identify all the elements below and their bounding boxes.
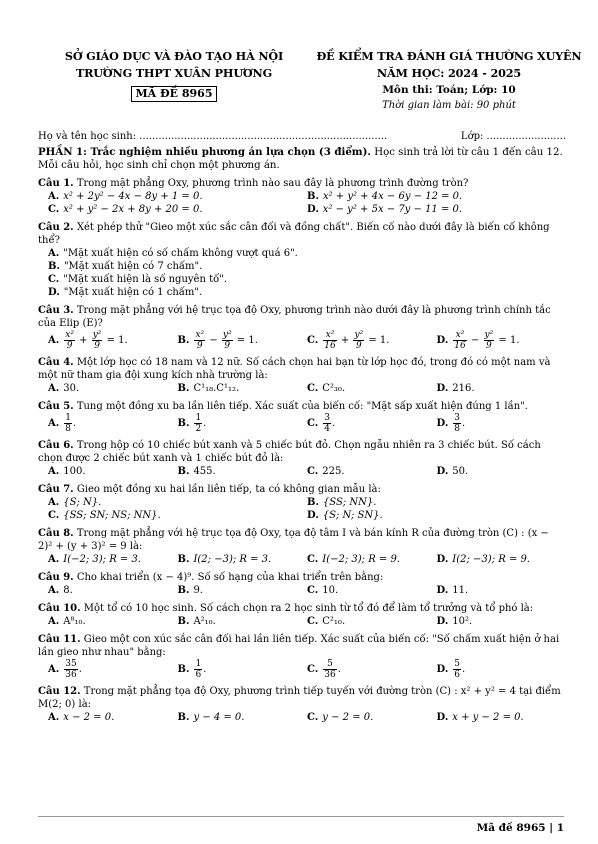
footer-divider [38, 816, 564, 817]
question-10 [38, 602, 566, 628]
option-d[interactable]: D. x² − y² + 5x − 7y − 11 = 0. [307, 204, 463, 215]
option-d[interactable]: D. 10². [436, 616, 473, 627]
question-text: Gieo một con xúc sắc cân đối hai lần liên tiếp. Xác suất của biến cố: "Số chấm xuất hiện ở hai lần gieo như nhau" bằng: [38, 634, 560, 658]
option-c[interactable]: C. C²₁₀. [307, 616, 346, 627]
option-a[interactable]: A. I(−2; 3); R = 3. [48, 554, 142, 565]
part-1-heading [38, 146, 566, 172]
question-label: Câu 1. [38, 178, 74, 189]
option-c[interactable]: C. 225. [307, 466, 345, 477]
option-d[interactable]: D. x + y − 2 = 0. [436, 712, 524, 723]
option-b[interactable]: B. A²₁₀. [177, 616, 216, 627]
question-8 [38, 527, 566, 566]
question-4 [38, 356, 566, 395]
student-info [38, 130, 566, 143]
option-b[interactable]: B. "Mặt xuất hiện có 7 chấm". [48, 261, 203, 272]
option-d[interactable]: D. $\frac{5}{6}$ . [436, 659, 466, 680]
school-name: TRƯỜNG THPT XUÂN PHƯƠNG [75, 66, 273, 80]
part-1-desc: Học sinh trả lời từ câu 1 đến câu 12. Mỗi câu hỏi, học sinh chỉ chọn một phương án. [38, 147, 563, 171]
question-12 [38, 685, 566, 724]
option-b[interactable]: B. 9. [177, 585, 203, 596]
option-a[interactable]: A. 8. [48, 585, 73, 596]
question-11 [38, 633, 566, 680]
exam-title: ĐỀ KIỂM TRA ĐÁNH GIÁ THƯỜNG XUYÊN [316, 49, 582, 63]
option-a[interactable]: A. 100. [48, 466, 86, 477]
exam-content [38, 130, 566, 724]
option-c[interactable]: C. $\frac{5}{36}$ . [307, 659, 341, 680]
option-d[interactable]: D. 50. [436, 466, 469, 477]
option-d[interactable]: D. $\frac{3}{8}$ . [436, 413, 466, 434]
question-label: Câu 4. [38, 357, 74, 368]
question-text: Trong hộp có 10 chiếc bút xanh và 5 chiếc bút đỏ. Chọn ngẫu nhiên ra 3 chiếc bút. Số cách chọn được 2 chiếc bút xanh và 1 chiếc bút đỏ là: [38, 440, 541, 464]
question-label: Câu 10. [38, 603, 81, 614]
question-6 [38, 439, 566, 478]
department-name: SỞ GIÁO DỤC VÀ ĐÀO TẠO HÀ NỘI [64, 49, 284, 63]
option-d[interactable]: D. "Mặt xuất hiện có 1 chấm". [48, 287, 203, 298]
option-b[interactable]: B. C¹₁₈.C¹₁₂. [177, 383, 240, 394]
option-a[interactable]: A. x² + 2y² − 4x − 8y + 1 = 0. [48, 191, 203, 202]
option-a[interactable]: A. 30. [48, 383, 80, 394]
option-c[interactable]: C. y − 2 = 0. [307, 712, 374, 723]
question-label: Câu 7. [38, 484, 74, 495]
question-9 [38, 571, 566, 597]
option-d[interactable]: D. 11. [436, 585, 469, 596]
question-label: Câu 5. [38, 401, 74, 412]
option-b[interactable]: B. y − 4 = 0. [177, 712, 245, 723]
header-left [38, 48, 310, 102]
option-b[interactable]: B. $\frac{1}{2}$ . [177, 413, 207, 434]
question-label: Câu 3. [38, 305, 74, 316]
option-a[interactable]: A. $\frac{35}{36}$ . [48, 659, 82, 680]
question-text: Trong mặt phẳng với hệ trục tọa độ Oxy, tọa độ tâm I và bán kính R của đường tròn (C) : (x − 2)² + (y + 3)² = 9 là: [38, 528, 549, 552]
subject-line: Môn thi: Toán; Lớp: 10 [382, 84, 516, 96]
question-text: Một tổ có 10 học sinh. Số cách chọn ra 2 học sinh từ tổ đó để làm tổ trưởng và tổ phó là: [80, 603, 534, 614]
option-c[interactable]: C. "Mặt xuất hiện là số nguyên tố". [48, 274, 227, 285]
question-text: Xét phép thử "Gieo một xúc sắc cân đối và đồng chất". Biến cố nào dưới đây là biến cố không thể? [38, 222, 550, 246]
question-text: Trong mặt phẳng Oxy, phương trình nào sau đây là phương trình đường tròn? [73, 178, 469, 189]
question-label: Câu 6. [38, 440, 74, 451]
student-name-line: Họ và tên học sinh: .............................................................................. [38, 131, 388, 142]
option-c[interactable]: C. $\frac{3}{4}$ . [307, 413, 336, 434]
class-line: Lớp: ......................... [460, 131, 566, 142]
question-text: Tung một đồng xu ba lần liên tiếp. Xác suất của biến cố: "Mặt sấp xuất hiện đúng 1 lần". [73, 401, 528, 412]
option-b[interactable]: B. {SS; NN}. [307, 497, 377, 508]
option-b[interactable]: B. $\frac{1}{6}$ . [177, 659, 207, 680]
school-year: NĂM HỌC: 2024 - 2025 [376, 66, 522, 80]
question-1 [38, 177, 566, 216]
option-a[interactable]: A. $\frac{\text{x²}}{9}$ + $\frac{\text{y²}}{9}$ = 1. [48, 330, 128, 351]
option-a[interactable]: A. "Mặt xuất hiện có số chấm không vượt quá 6". [48, 248, 298, 259]
header-right [300, 48, 598, 113]
time-limit: Thời gian làm bài: 90 phút [382, 100, 516, 111]
option-c[interactable]: C. C²₃₀. [307, 383, 346, 394]
option-c[interactable]: C. $\frac{\text{x²}}{16}$ + $\frac{\text{y²}}{9}$ = 1. [307, 330, 390, 351]
option-b[interactable]: B. x² + y² + 4x − 6y − 12 = 0. [307, 191, 463, 202]
option-d[interactable]: D. $\frac{\text{x²}}{16}$ − $\frac{\text{y²}}{9}$ = 1. [436, 330, 520, 351]
question-2 [38, 221, 566, 299]
question-text: Trong mặt phẳng với hệ trục tọa độ Oxy, phương trình nào dưới đây là phương trình chính tắc của Elip (E)? [38, 305, 551, 329]
option-b[interactable]: B. $\frac{\text{x²}}{9}$ − $\frac{\text{y²}}{9}$ = 1. [177, 330, 258, 351]
option-c[interactable]: C. x² + y² − 2x + 8y + 20 = 0. [48, 204, 203, 215]
page-footer: Mã đề 8965 | 1 [476, 822, 564, 834]
exam-code-box: MÃ ĐỀ 8965 [131, 86, 218, 102]
option-a[interactable]: A. {S; N}. [48, 497, 102, 508]
question-label: Câu 9. [38, 572, 74, 583]
option-a[interactable]: A. A⁸₁₀. [48, 616, 86, 627]
option-d[interactable]: D. I(2; −3); R = 9. [436, 554, 531, 565]
question-label: Câu 2. [38, 222, 74, 233]
option-a[interactable]: A. $\frac{1}{8}$ . [48, 413, 77, 434]
option-c[interactable]: C. 10. [307, 585, 339, 596]
option-b[interactable]: B. I(2; −3); R = 3. [177, 554, 272, 565]
question-label: Câu 8. [38, 528, 74, 539]
option-c[interactable]: C. {SS; SN; NS; NN}. [48, 510, 161, 521]
question-7 [38, 483, 566, 522]
option-b[interactable]: B. 455. [177, 466, 216, 477]
question-label: Câu 11. [38, 634, 81, 645]
part-1-title: PHẦN 1: Trắc nghiệm nhiều phương án lựa chọn (3 điểm). [38, 146, 371, 158]
question-5 [38, 400, 566, 434]
option-d[interactable]: D. {S; N; SN}. [307, 510, 383, 521]
option-c[interactable]: C. I(−2; 3); R = 9. [307, 554, 401, 565]
question-3 [38, 304, 566, 351]
question-label: Câu 12. [38, 686, 81, 697]
option-a[interactable]: A. x − 2 = 0. [48, 712, 115, 723]
question-text: Một lớp học có 18 nam và 12 nữ. Số cách chọn hai bạn từ lớp học đó, trong đó có một nam và một nữ tham gia đội xung kích nhà trường là: [38, 357, 551, 381]
question-text: Trong mặt phẳng tọa độ Oxy, phương trình tiếp tuyến với đường tròn (C) : x² + y² = 4 tại điểm M(2; 0) là: [38, 686, 561, 710]
question-text: Cho khai triển (x − 4)⁹. Số số hạng của khai triển trên bằng: [73, 572, 384, 583]
question-text: Gieo một đồng xu hai lần liên tiếp, ta có không gian mẫu là: [73, 484, 381, 495]
option-d[interactable]: D. 216. [436, 383, 475, 394]
